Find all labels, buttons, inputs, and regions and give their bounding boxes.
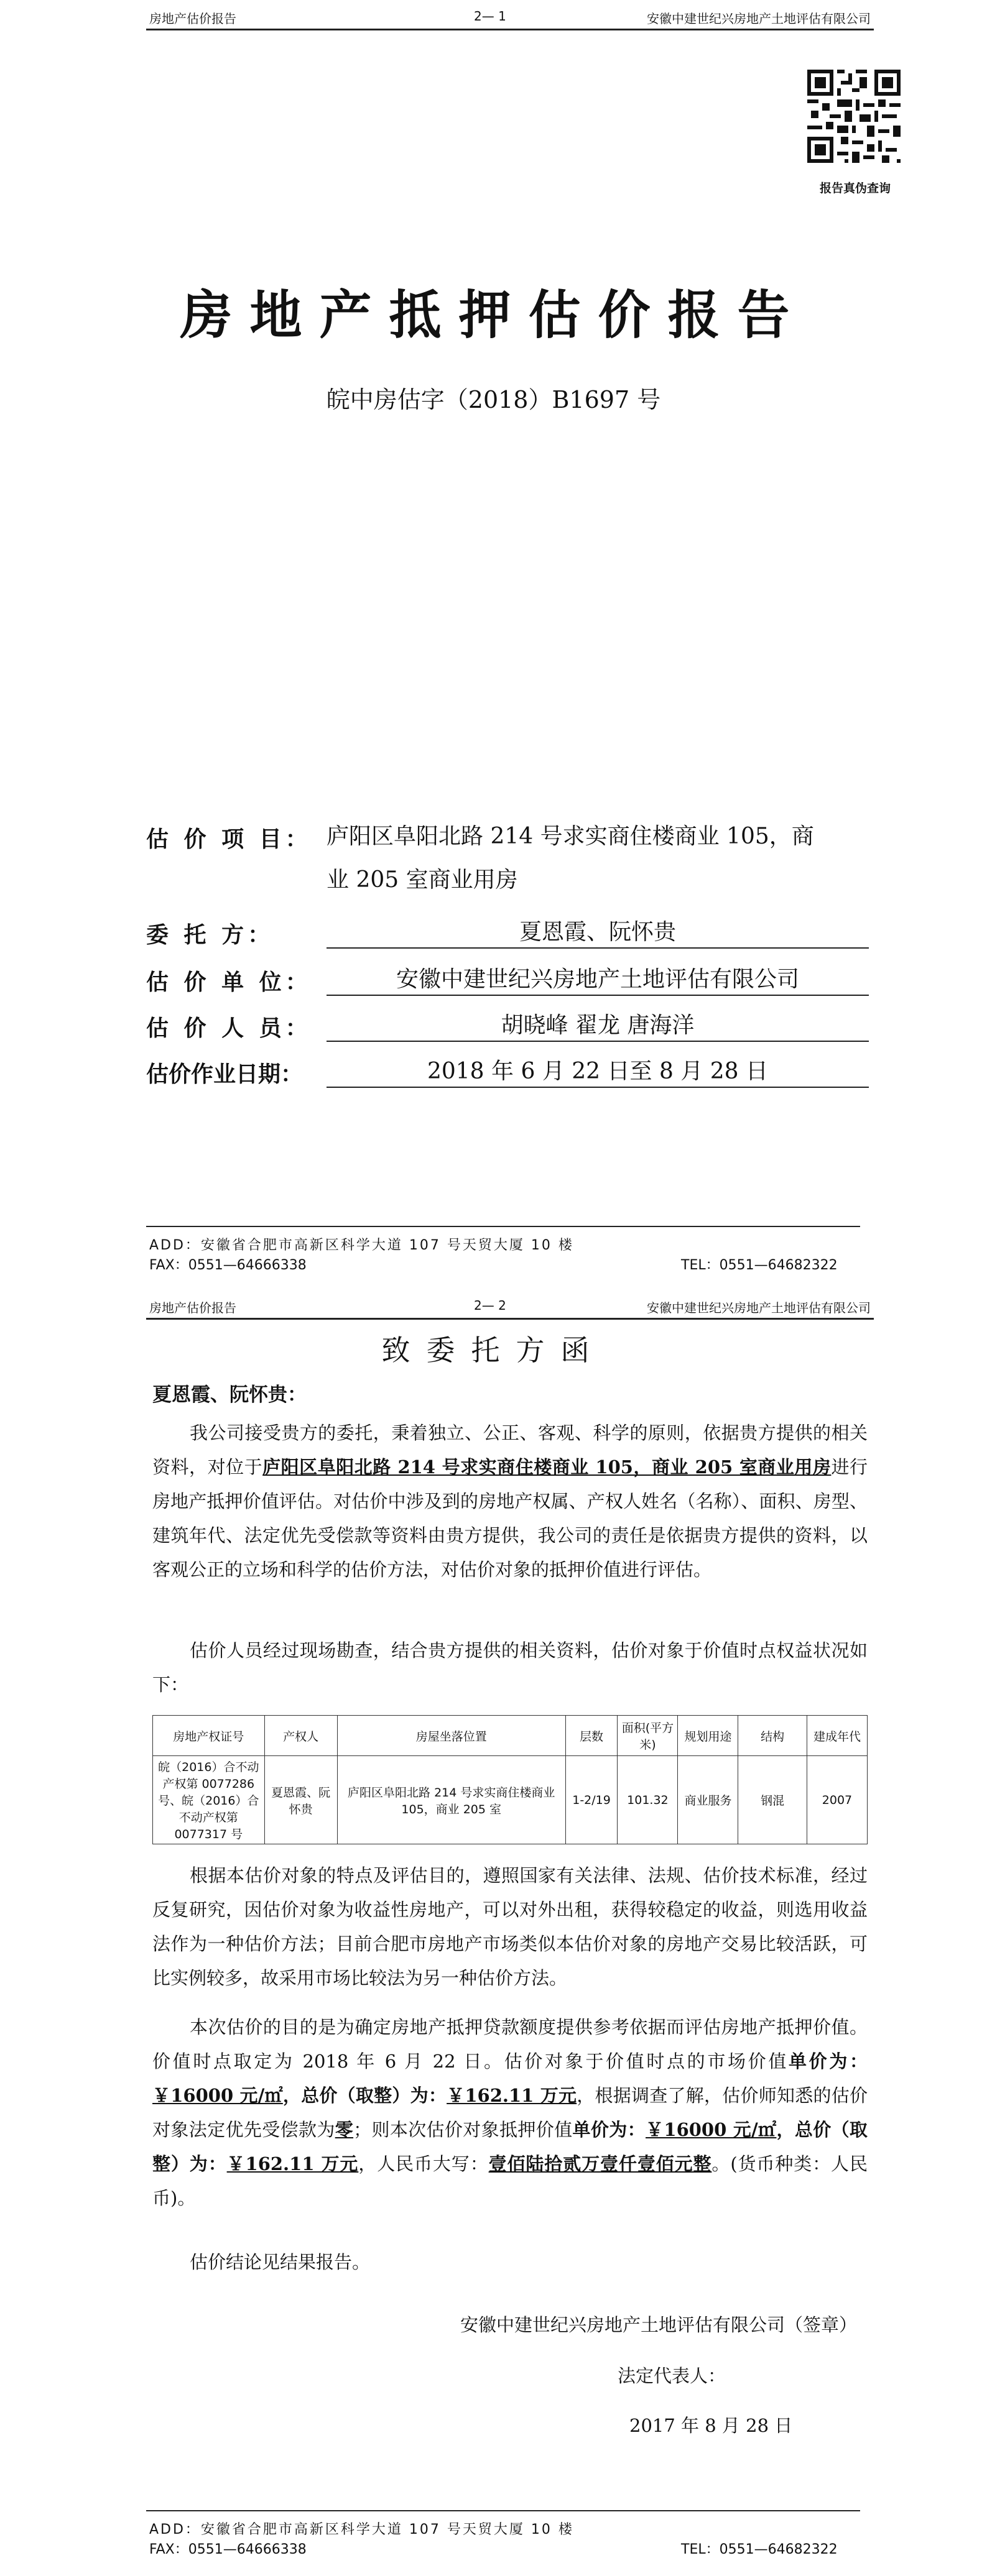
info-value-appraisers: 胡晓峰 翟龙 唐海洋	[327, 1011, 869, 1042]
table-header: 结构	[738, 1716, 807, 1756]
table-cell: 101.32	[618, 1756, 678, 1844]
footer-divider	[146, 1226, 860, 1227]
table-header: 房屋坐落位置	[337, 1716, 565, 1756]
table-header: 产权人	[264, 1716, 337, 1756]
header-left: 房地产估价报告	[149, 11, 236, 26]
info-label-work-date: 估价作业日期：	[146, 1062, 304, 1087]
p4-total-label: ，总价（取整）为：	[282, 2085, 447, 2106]
info-label-client: 委 托 方：	[146, 922, 274, 948]
letter-paragraph-2: 估价人员经过现场勘查，结合贵方提供的相关资料，估价对象于价值时点权益状况如下：	[152, 1640, 868, 1695]
footer-fax: FAX：0551—64666338	[149, 2542, 307, 2557]
footer-tel: TEL：0551—64682322	[681, 1258, 838, 1273]
footer-fax: FAX：0551—64666338	[149, 1258, 307, 1273]
letter-salutation: 夏恩霞、阮怀贵：	[152, 1384, 307, 1406]
signature-legal-rep: 法定代表人：	[618, 2365, 726, 2386]
info-label-appraisers: 估 价 人 员：	[146, 1016, 312, 1041]
p4-text-a: 本次估价的目的是为确定房地产抵押贷款额度提供参考依据而评估房地产抵押价值。价值时点取定为 2018 年 6 月 22 日。估价对象于价值时点的市场价值	[152, 2017, 868, 2072]
footer-divider	[146, 2510, 860, 2511]
p4-text-b: ，根据调查了解，估价师知悉的估价对象法定优先受偿款为	[152, 2085, 868, 2140]
signature-date: 2017 年 8 月 28 日	[629, 2415, 793, 2436]
letter-paragraph-5: 估价结论见结果报告。	[190, 2252, 371, 2273]
table-cell: 2007	[807, 1756, 867, 1844]
page-header	[146, 1294, 874, 1320]
table-cell: 钢混	[738, 1756, 807, 1844]
p4-market-unit-price: ￥16000 元/㎡	[152, 2085, 283, 2106]
p4-priority-zero: 零	[335, 2119, 354, 2140]
info-value-client: 夏恩霞、阮怀贵	[327, 918, 869, 949]
table-cell: 夏恩霞、阮怀贵	[264, 1756, 337, 1844]
footer-tel: TEL：0551—64682322	[681, 2542, 838, 2557]
letter-title: 致委托方函	[381, 1333, 606, 1367]
p4-amount-uppercase: 壹佰陆拾贰万壹仟壹佰元整	[488, 2153, 712, 2174]
info-value-project-line1: 庐阳区阜阳北路 214 号求实商住楼商业 105，商	[327, 824, 814, 849]
table-cell: 庐阳区阜阳北路 214 号求实商住楼商业 105，商业 205 室	[337, 1756, 565, 1844]
table-header-row	[153, 1716, 868, 1756]
p4-mortgage-total-price: ￥162.11 万元	[226, 2153, 359, 2174]
header-page-number: 2— 1	[474, 9, 506, 24]
p4-market-total-price: ￥162.11 万元	[447, 2085, 577, 2106]
p4-mortgage-unit-price: ￥16000 元/㎡	[646, 2119, 777, 2140]
table-header: 层数	[565, 1716, 618, 1756]
info-value-work-date: 2018 年 6 月 22 日至 8 月 28 日	[327, 1057, 869, 1088]
header-company: 安徽中建世纪兴房地产土地评估有限公司	[647, 11, 871, 26]
info-value-project-line2: 业 205 室商业用房	[327, 867, 518, 893]
page-header	[146, 5, 874, 30]
letter-paragraph-3: 根据本估价对象的特点及评估目的，遵照国家有关法律、法规、估价技术标准，经过反复研究，因估价对象为收益性房地产，可以对外出租，获得较稳定的收益，则选用收益法作为一种估价方法；目前合肥市房地产市场类似本估价对象的房地产交易比较活跃，可比实例较多，故采用市场比较法为另一种估价方法。	[152, 1865, 868, 1989]
qr-label: 报告真伪查询	[819, 182, 891, 195]
p4-unit2-label: 单价为：	[572, 2119, 646, 2140]
table-row	[153, 1756, 868, 1844]
report-number: 皖中房估字（2018）B1697 号	[326, 386, 661, 413]
report-title: 房地产抵押估价报告	[180, 285, 807, 346]
p1-text-c: 进行房地产抵押价值评估。对估价中涉及到的房地产权属、产权人姓名（名称）、面积、房型、建筑年代、法定优先受偿款等资料由贵方提供，我公司的责任是依据贵方提供的资料，以客观公正的立场和科学的估价方法，对估价对象的抵押价值进行评估。	[152, 1456, 868, 1580]
info-label-project: 估 价 项 目：	[146, 827, 312, 852]
p4-text-c: ；则本次估价对象抵押价值	[353, 2119, 573, 2140]
header-company: 安徽中建世纪兴房地产土地评估有限公司	[647, 1300, 871, 1315]
table-cell: 1-2/19	[565, 1756, 618, 1844]
property-table	[152, 1715, 868, 1844]
p4-text-e: 。(货币种类：人民币)。	[152, 2153, 868, 2209]
letter-page	[0, 1294, 987, 2576]
footer-address: ADD：安徽省合肥市高新区科学大道 107 号天贸大厦 10 楼	[149, 2522, 574, 2537]
table-cell: 皖（2016）合不动产权第 0077286 号、皖（2016）合不动产权第 0077317 号	[153, 1756, 265, 1844]
signature-company: 安徽中建世纪兴房地产土地评估有限公司（签章）	[460, 2314, 858, 2335]
table-header: 房地产权证号	[153, 1716, 265, 1756]
info-value-appraiser-company: 安徽中建世纪兴房地产土地评估有限公司	[327, 965, 869, 996]
p4-text-d: ，人民币大写：	[358, 2153, 489, 2174]
letter-paragraph-4	[152, 2010, 868, 2215]
table-header: 面积(平方米)	[618, 1716, 678, 1756]
table-header: 规划用途	[678, 1716, 738, 1756]
p4-total2-label: ，总价（取整）为：	[152, 2119, 868, 2174]
p1-text-a: 我公司接受贵方的委托，秉着独立、公正、客观、科学的原则，依据贵方提供的相关资料，对位于	[152, 1422, 868, 1478]
table-cell: 商业服务	[678, 1756, 738, 1844]
header-left: 房地产估价报告	[149, 1300, 236, 1315]
p1-property-address: 庐阳区阜阳北路 214 号求实商住楼商业 105，商业 205 室商业用房	[262, 1456, 832, 1478]
table-header: 建成年代	[807, 1716, 867, 1756]
footer-address: ADD：安徽省合肥市高新区科学大道 107 号天贸大厦 10 楼	[149, 1238, 574, 1253]
header-page-number: 2— 2	[474, 1298, 506, 1313]
qr-code-icon[interactable]	[807, 70, 901, 163]
letter-paragraph-1	[152, 1416, 868, 1587]
info-label-appraiser-company: 估 价 单 位：	[146, 970, 312, 995]
p4-unit-label: 单价为：	[789, 2051, 868, 2072]
